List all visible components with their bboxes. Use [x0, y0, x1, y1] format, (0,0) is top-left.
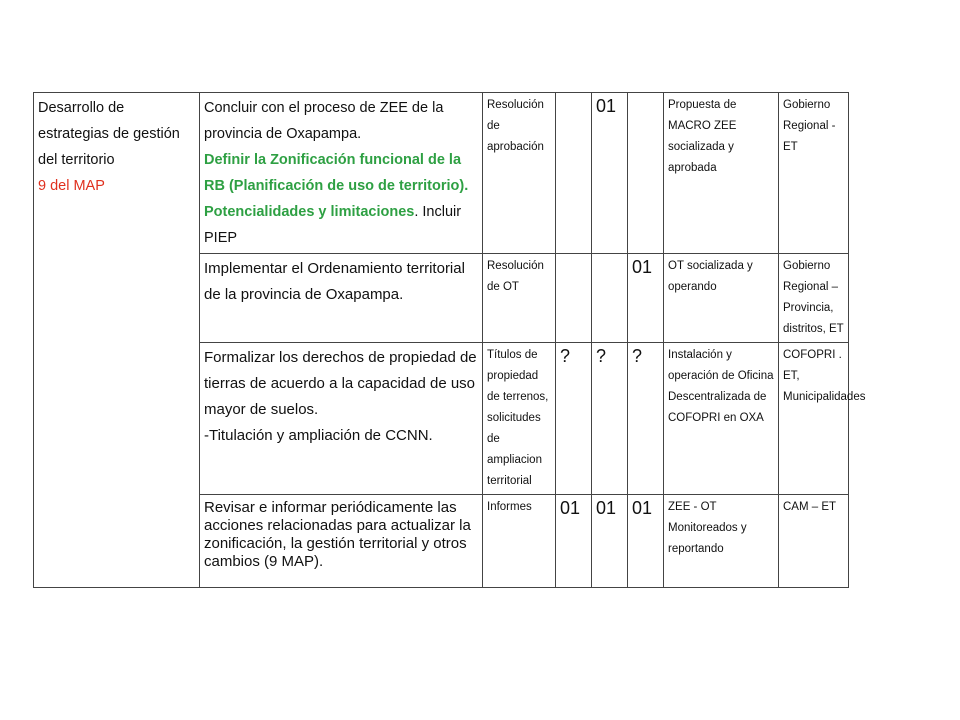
value-cell — [628, 93, 664, 254]
responsible-cell — [779, 495, 849, 588]
indicator-cell — [483, 93, 556, 254]
value-cell — [592, 254, 628, 343]
responsible-text: Gobierno Regional - ET — [783, 99, 836, 153]
value-text: ? — [560, 346, 571, 366]
indicator-cell — [483, 254, 556, 343]
strategy-cell — [34, 93, 200, 588]
result-cell — [664, 254, 779, 343]
value-cell — [592, 93, 628, 254]
value-text: ? — [596, 346, 607, 366]
action-text: -Titulación y ampliación de CCNN. — [204, 427, 433, 444]
action-text: Implementar el Ordenamiento territorial de la provincia de Oxapampa. — [204, 260, 465, 303]
action-text: Concluir con el proceso de ZEE de la provincia de Oxapampa. — [204, 100, 444, 142]
indicator-cell — [483, 495, 556, 588]
action-text-bold: Definir la Zonificación funcional de la RB (Planificación de uso de territorio). Potencialidades y limitaciones — [204, 152, 469, 220]
value-cell — [556, 495, 592, 588]
table-row — [34, 93, 849, 254]
result-cell — [664, 343, 779, 495]
result-text: OT socializada y operando — [668, 260, 753, 293]
action-cell — [200, 343, 483, 495]
responsible-cell — [779, 343, 866, 495]
value-cell — [556, 343, 592, 495]
strategy-line: estrategias de gestión — [38, 126, 180, 142]
value-text: 01 — [596, 96, 617, 116]
responsible-cell — [779, 254, 849, 343]
action-cell — [200, 93, 483, 254]
action-text: Revisar e informar periódicamente las acciones relacionadas para actualizar la zonificación, la gestión territorial y otros cambios (9 MAP). — [204, 499, 471, 570]
value-cell — [628, 254, 664, 343]
responsible-text: COFOPRI . ET, Municipalidades — [783, 349, 866, 403]
indicator-text: Resolución de OT — [487, 260, 544, 293]
value-cell — [592, 495, 628, 588]
responsible-cell — [779, 93, 849, 254]
action-text: . Incluir PIEP — [204, 204, 462, 246]
indicator-text: Informes — [487, 501, 532, 513]
value-cell — [628, 495, 664, 588]
value-text: 01 — [632, 498, 653, 518]
planning-table — [33, 92, 866, 588]
action-text: Formalizar los derechos de propiedad de tierras de acuerdo a la capacidad de uso mayor de suelos. — [204, 349, 477, 418]
value-text: ? — [632, 346, 643, 366]
value-cell — [556, 93, 592, 254]
action-cell — [200, 254, 483, 343]
result-cell — [664, 495, 779, 588]
strategy-reference: 9 del MAP — [38, 178, 105, 194]
action-cell — [200, 495, 483, 588]
result-text: ZEE - OT Monitoreados y reportando — [668, 501, 747, 555]
indicator-text: Resolución de aprobación — [487, 99, 544, 153]
strategy-line: del territorio — [38, 152, 115, 168]
value-cell — [592, 343, 628, 495]
value-cell — [628, 343, 664, 495]
result-text: Propuesta de MACRO ZEE socializada y aprobada — [668, 99, 737, 174]
value-text: 01 — [632, 257, 653, 277]
responsible-text: CAM – ET — [783, 501, 837, 513]
result-cell — [664, 93, 779, 254]
value-text: 01 — [596, 498, 617, 518]
value-text: 01 — [560, 498, 581, 518]
value-cell — [556, 254, 592, 343]
indicator-cell — [483, 343, 556, 495]
result-text: Instalación y operación de Oficina Descentralizada de COFOPRI en OXA — [668, 349, 774, 424]
strategy-line: Desarrollo de — [38, 100, 125, 116]
indicator-text: Títulos de propiedad de terrenos, solicitudes de ampliacion territorial — [487, 349, 549, 487]
responsible-text: Gobierno Regional – Provincia, distritos, ET — [783, 260, 844, 335]
